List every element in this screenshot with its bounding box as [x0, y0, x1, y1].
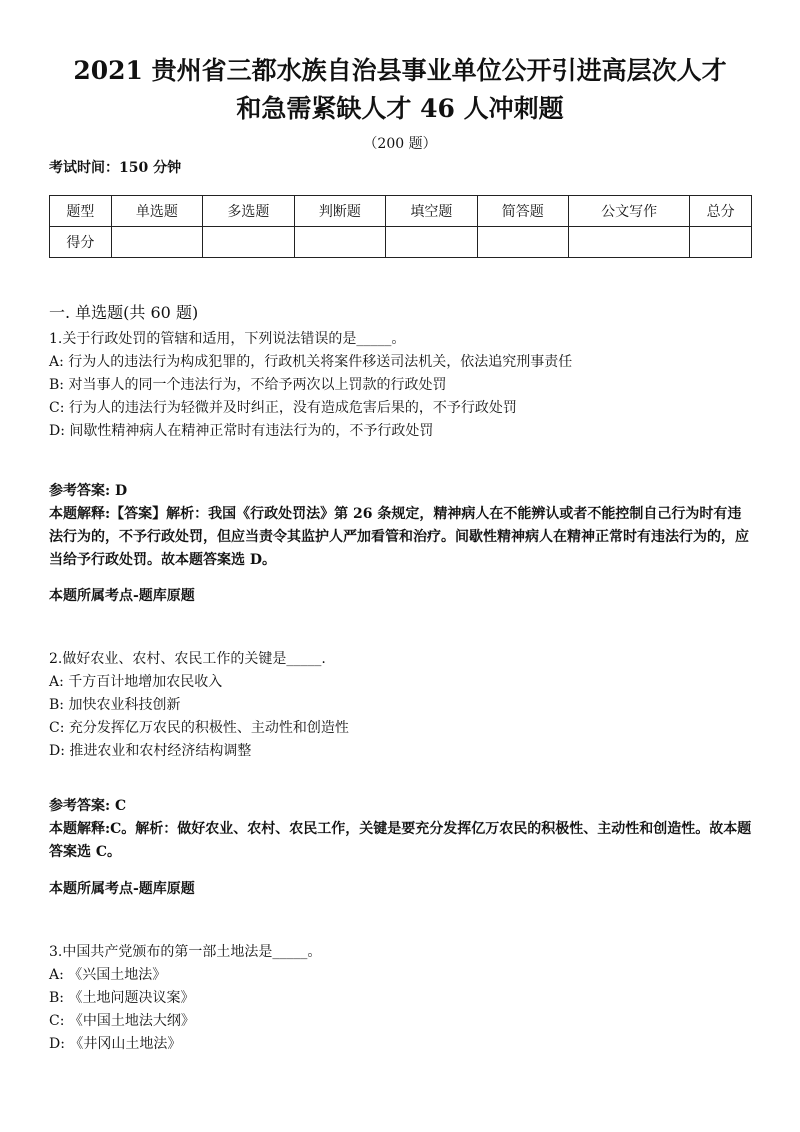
- header-cell: 多选题: [203, 196, 294, 227]
- header-cell: 题型: [50, 196, 112, 227]
- question-stem: 2.做好农业、农村、农民工作的关键是_____.: [49, 651, 326, 667]
- score-table-score-row: [50, 227, 752, 258]
- answer-block-2: [49, 795, 754, 864]
- score-cell: [111, 227, 202, 258]
- option-d: D: 推进农业和农村经济结构调整: [49, 743, 252, 759]
- answer-block-1: [49, 480, 754, 572]
- reference-answer: 参考答案: D: [49, 483, 128, 499]
- question-2: [49, 648, 759, 763]
- option-c: C: 行为人的违法行为轻微并及时纠正，没有造成危害后果的，不予行政处罚: [49, 400, 517, 416]
- answer-explanation: 本题解释:【答案】解析：我国《行政处罚法》第 26 条规定，精神病人在不能辨认或者不能控制自己行为时有违法行为的，不予行政处罚，但应当责令其监护人严加看管和治疗。间歇性精神病人在精神正常时有违法行为的，应当给予行政处罚。故本题答案选 D。: [49, 506, 749, 568]
- option-b: B: 《土地问题决议案》: [49, 990, 195, 1006]
- header-cell: 判断题: [294, 196, 385, 227]
- title-line-1: 2021 贵州省三都水族自治县事业单位公开引进高层次人才: [73, 56, 727, 85]
- score-cell: [477, 227, 568, 258]
- option-d: D: 间歇性精神病人在精神正常时有违法行为的，不予行政处罚: [49, 423, 434, 439]
- option-a: A: 千方百计地增加农民收入: [49, 674, 223, 690]
- section-title: 一. 单选题(共 60 题): [49, 303, 199, 322]
- header-cell: 公文写作: [569, 196, 690, 227]
- score-table-header-row: [50, 196, 752, 227]
- option-c: C: 充分发挥亿万农民的积极性、主动性和创造性: [49, 720, 349, 736]
- knowledge-point: 本题所属考点-题库原题: [49, 881, 195, 897]
- question-stem: 3.中国共产党颁布的第一部土地法是_____。: [49, 944, 322, 960]
- question-count: （200 题）: [363, 136, 437, 152]
- score-cell: [569, 227, 690, 258]
- score-cell: [203, 227, 294, 258]
- question-1: [49, 328, 759, 443]
- exam-time: 考试时间：150 分钟: [49, 160, 182, 176]
- answer-explanation: 本题解释:C。解析：做好农业、农村、农民工作，关键是要充分发挥亿万农民的积极性、主动性和创造性。故本题答案选 C。: [49, 821, 752, 860]
- option-d: D: 《井冈山土地法》: [49, 1036, 182, 1052]
- header-cell: 简答题: [477, 196, 568, 227]
- option-a: A: 《兴国土地法》: [49, 967, 167, 983]
- header-cell: 总分: [690, 196, 752, 227]
- knowledge-point: 本题所属考点-题库原题: [49, 588, 195, 604]
- option-c: C: 《中国土地法大纲》: [49, 1013, 195, 1029]
- title-line-2: 和急需紧缺人才 46 人冲刺题: [236, 94, 564, 123]
- score-cell: [386, 227, 477, 258]
- question-stem: 1.关于行政处罚的管辖和适用，下列说法错误的是_____。: [49, 331, 406, 347]
- document-title: [40, 52, 760, 128]
- option-a: A: 行为人的违法行为构成犯罪的，行政机关将案件移送司法机关，依法追究刑事责任: [49, 354, 573, 370]
- question-3: [49, 941, 759, 1056]
- option-b: B: 加快农业科技创新: [49, 697, 181, 713]
- score-cell: [294, 227, 385, 258]
- header-cell: 单选题: [111, 196, 202, 227]
- score-cell: [690, 227, 752, 258]
- score-row-label: 得分: [50, 227, 112, 258]
- header-cell: 填空题: [386, 196, 477, 227]
- reference-answer: 参考答案: C: [49, 798, 127, 814]
- score-table: [49, 195, 752, 258]
- option-b: B: 对当事人的同一个违法行为，不给予两次以上罚款的行政处罚: [49, 377, 447, 393]
